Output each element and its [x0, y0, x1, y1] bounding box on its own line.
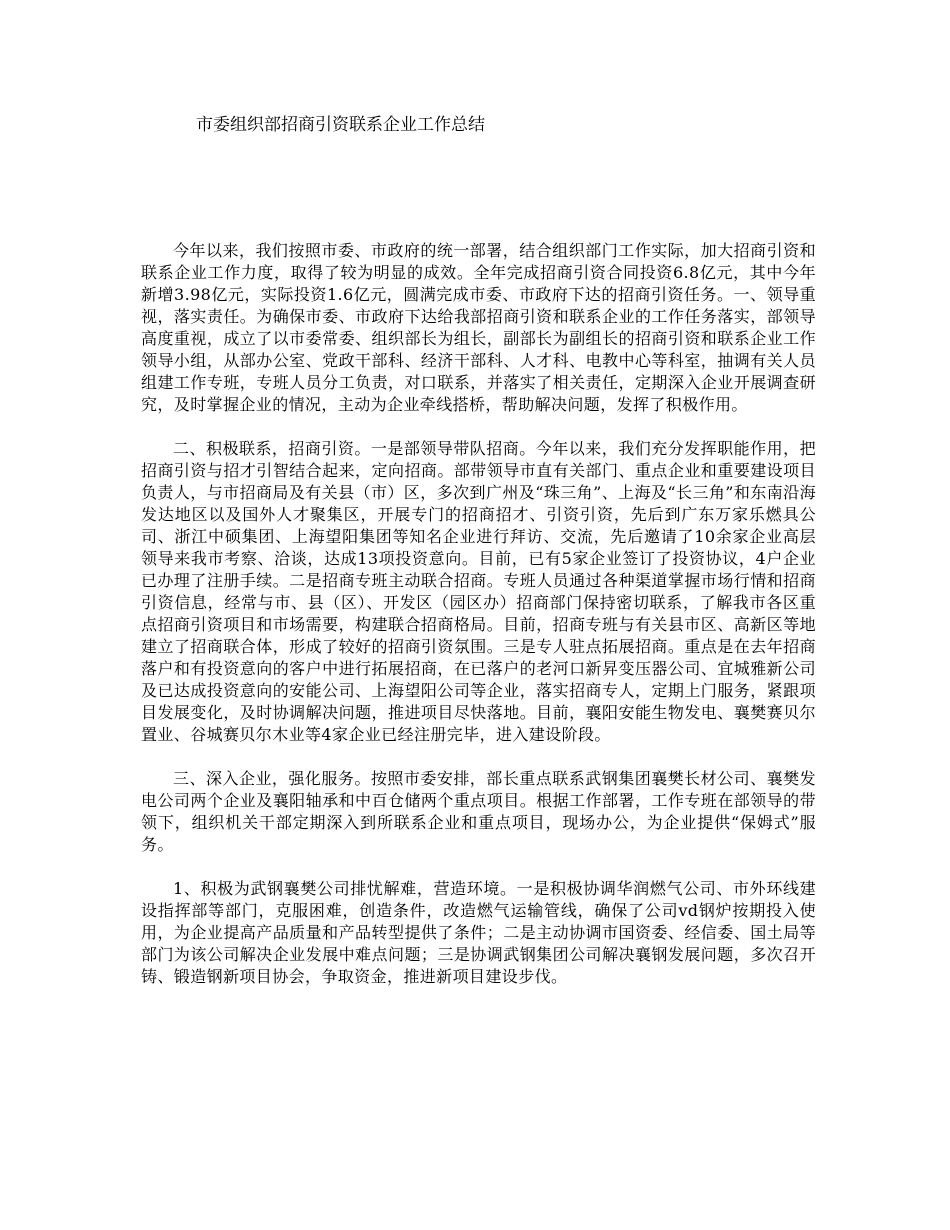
- document-title: 市委组织部招商引资联系企业工作总结: [196, 115, 485, 135]
- paragraph-intro-leadership: 今年以来，我们按照市委、市政府的统一部署，结合组织部门工作实际，加大招商引资和联系企业工作力度，取得了较为明显的成效。全年完成招商引资合同投资6.8亿元，其中今年新增3.98亿元，实际投资1.6亿元，圆满完成市委、市政府下达的招商引资任务。一、领导重视，落实责任。为确保市委、市政府下达给我部招商引资和联系企业的工作任务落实，部领导高度重视，成立了以市委常委、组织部长为组长，副部长为副组长的招商引资和联系企业工作领导小组，从部办公室、党政干部科、经济干部科、人才科、电教中心等科室，抽调有关人员组建工作专班，专班人员分工负责，对口联系，并落实了相关责任，定期深入企业开展调查研究，及时掌握企业的情况，主动为企业牵线搭桥，帮助解决问题，发挥了积极作用。: [141, 241, 816, 414]
- paragraph-investment-attraction: 二、积极联系，招商引资。一是部领导带队招商。今年以来，我们充分发挥职能作用，把招商引资与招才引智结合起来，定向招商。部带领导市直有关部门、重点企业和重要建设项目负责人，与市招商局及有关县（市）区，多次到广州及“珠三角”、上海及“长三角”和东南沿海发达地区以及国外人才聚集区，开展专门的招商招才、引资引资，先后到广东万家乐燃具公司、浙江中硕集团、上海望阳集团等知名企业进行拜访、交流，先后邀请了10余家企业高层领导来我市考察、洽谈，达成13项投资意向。目前，已有5家企业签订了投资协议，4户企业已办理了注册手续。二是招商专班主动联合招商。专班人员通过各种渠道掌握市场行情和招商引资信息，经常与市、县（区）、开发区（园区办）招商部门保持密切联系，了解我市各区重点招商引资项目和市场需要，构建联合招商格局。目前，招商专班与有关县市区、高新区等地建立了招商联合体，形成了较好的招商引资氛围。三是专人驻点拓展招商。重点是在去年招商落户和有投资意向的客户中进行拓展招商，在已落户的老河口新昇变压器公司、宜城雅新公司及已达成投资意向的安能公司、上海望阳公司等企业，落实招商专人，定期上门服务，紧跟项目发展变化，及时协调解决问题，推进项目尽快落地。目前，襄阳安能生物发电、襄樊赛贝尔置业、谷城赛贝尔木业等4家企业已经注册完毕，进入建设阶段。: [141, 439, 816, 744]
- paragraph-wisco-support: 1、积极为武钢襄樊公司排忧解难，营造环境。一是积极协调华润燃气公司、市外环线建设指挥部等部门，克服困难，创造条件，改造燃气运输管线，确保了公司vd钢炉按期投入使用，为企业提高产品质量和产品转型提供了条件；二是主动协调市国资委、经信委、国土局等部门为该公司解决企业发展中难点问题；三是协调武钢集团公司解决襄钢发展问题，多次召开铸、锻造钢新项目协会，争取资金，推进新项目建设步伐。: [141, 879, 816, 986]
- paragraph-enterprise-service: 三、深入企业，强化服务。按照市委安排，部长重点联系武钢集团襄樊长材公司、襄樊发电公司两个企业及襄阳轴承和中百仓储两个重点项目。根据工作部署，工作专班在部领导的带领下，组织机关干部定期深入到所联系企业和重点项目，现场办公，为企业提供“保姆式”服务。: [141, 769, 816, 854]
- document-body: [141, 240, 816, 1010]
